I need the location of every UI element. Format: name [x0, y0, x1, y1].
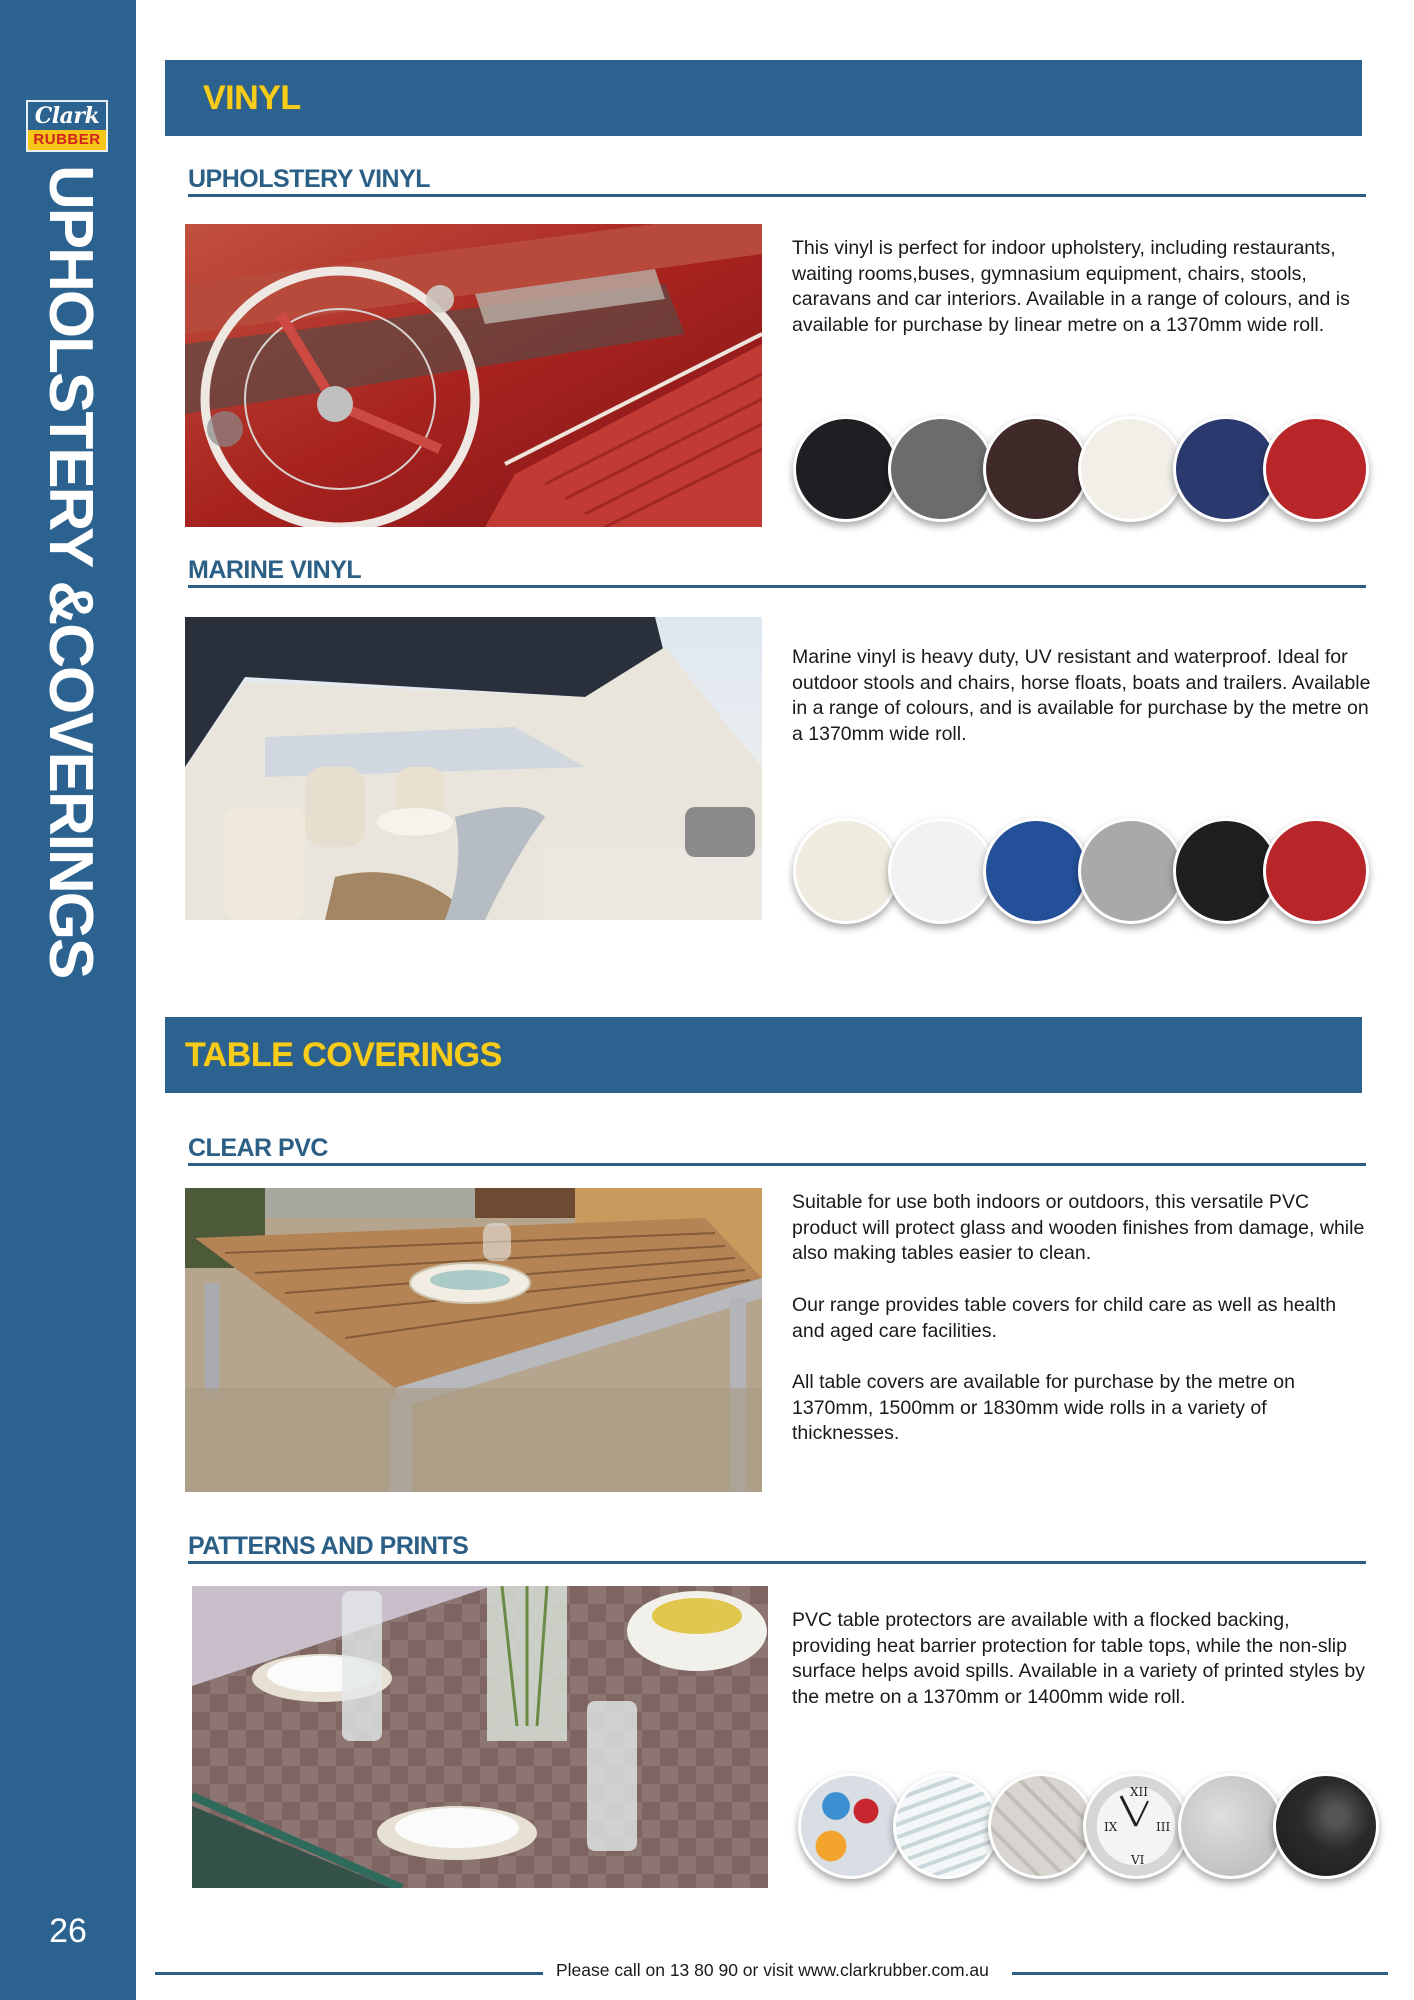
clear-pvc-table-image — [185, 1188, 762, 1492]
footer-rule-right — [1012, 1972, 1388, 1975]
boat-cockpit-image — [185, 617, 762, 920]
svg-text:III: III — [1156, 1820, 1171, 1834]
description-paragraph: Suitable for use both indoors or outdoors, this versatile PVC product will protect glass and wooden finishes from damage, while also making tables easier to clean. — [792, 1191, 1365, 1265]
section-band-vinyl — [165, 60, 1362, 136]
swatch-grey-marble-print — [1178, 1773, 1284, 1879]
svg-text:IX: IX — [1104, 1820, 1118, 1834]
product-heading-upholstery-vinyl — [188, 164, 1366, 197]
product-heading-label: UPHOLSTERY VINYL — [188, 165, 431, 193]
svg-text:VI: VI — [1131, 1853, 1145, 1867]
product-heading-clear-pvc — [188, 1133, 1366, 1166]
swatch-silver-grey — [1078, 818, 1184, 924]
product-description-marine-vinyl — [792, 645, 1372, 748]
description-paragraph: Our range provides table covers for child care as well as health and aged care facilities. — [792, 1293, 1337, 1342]
colour-swatches-marine-vinyl — [793, 818, 1383, 926]
clark-rubber-logo — [26, 100, 108, 152]
clock-icon — [1086, 1776, 1186, 1876]
product-description-clear-pvc — [792, 1190, 1372, 1447]
chapter-title-container — [30, 165, 110, 1025]
swatch-white — [1078, 416, 1184, 522]
swatch-clock-print — [1083, 1773, 1189, 1879]
description-paragraph: This vinyl is perfect for indoor upholstery, including restaurants, waiting rooms,buses, gymnasium equipment, chairs, stools, caravans and car interiors. Available in a range of colours, and is available for purchase by linear metre on a 1370mm wide roll. — [792, 237, 1350, 337]
section-title: VINYL — [203, 79, 301, 117]
swatch-white-water-print — [893, 1773, 999, 1879]
photo-clear-pvc-table — [185, 1188, 762, 1492]
swatch-grey — [888, 416, 994, 522]
colour-swatches-upholstery-vinyl — [793, 416, 1383, 524]
swatch-cream — [793, 818, 899, 924]
product-heading-label: CLEAR PVC — [188, 1134, 328, 1162]
swatch-balloons-print — [798, 1773, 904, 1879]
swatch-white — [888, 818, 994, 924]
product-heading-label: PATTERNS AND PRINTS — [188, 1532, 469, 1560]
swatch-red — [1263, 818, 1369, 924]
pattern-swatches-patterns-and-prints — [798, 1773, 1388, 1881]
description-paragraph: PVC table protectors are available with a flocked backing, providing heat barrier protection for table tops, while the non-slip surface helps avoid spills. Available in a variety of printed styles by the metre on a 1370mm or 1400mm wide roll. — [792, 1609, 1366, 1709]
description-paragraph: Marine vinyl is heavy duty, UV resistant and waterproof. Ideal for outdoor stools and chairs, horse floats, boats and trailers. Available in a range of colours, and is available for purchase by the metre on a 1370mm wide roll. — [792, 646, 1371, 746]
footer-contact: Please call on 13 80 90 or visit www.clarkrubber.com.au — [556, 1960, 989, 1980]
car-interior-image — [185, 224, 762, 527]
product-description-upholstery-vinyl — [792, 236, 1372, 339]
swatch-brown — [983, 416, 1089, 522]
swatch-red — [1263, 416, 1369, 522]
section-band-table-coverings — [165, 1017, 1362, 1093]
logo-wordmark-rubber: RUBBER — [28, 130, 106, 150]
product-description-patterns-and-prints — [792, 1608, 1372, 1711]
svg-text:XII: XII — [1130, 1785, 1149, 1799]
swatch-grey-check-print — [988, 1773, 1094, 1879]
product-heading-label: MARINE VINYL — [188, 556, 362, 584]
photo-patterned-table — [192, 1586, 768, 1888]
section-title: TABLE COVERINGS — [185, 1036, 502, 1074]
swatch-blue — [983, 818, 1089, 924]
logo-wordmark-clark: Clark — [34, 103, 100, 129]
photo-boat-cockpit — [185, 617, 762, 920]
sidebar — [0, 0, 136, 2000]
swatch-black — [793, 416, 899, 522]
photo-car-interior — [185, 224, 762, 527]
patterned-table-image — [192, 1586, 768, 1888]
description-paragraph: All table covers are available for purchase by the metre on 1370mm, 1500mm or 1830mm wide rolls in a variety of thicknesses. — [792, 1370, 1295, 1445]
chapter-title: UPHOLSTERY &COVERINGS — [36, 165, 105, 978]
swatch-black-marble-print — [1273, 1773, 1379, 1879]
footer-rule-left — [155, 1972, 543, 1975]
product-heading-marine-vinyl — [188, 555, 1366, 588]
page-number: 26 — [49, 1912, 87, 1950]
product-heading-patterns-and-prints — [188, 1531, 1366, 1564]
